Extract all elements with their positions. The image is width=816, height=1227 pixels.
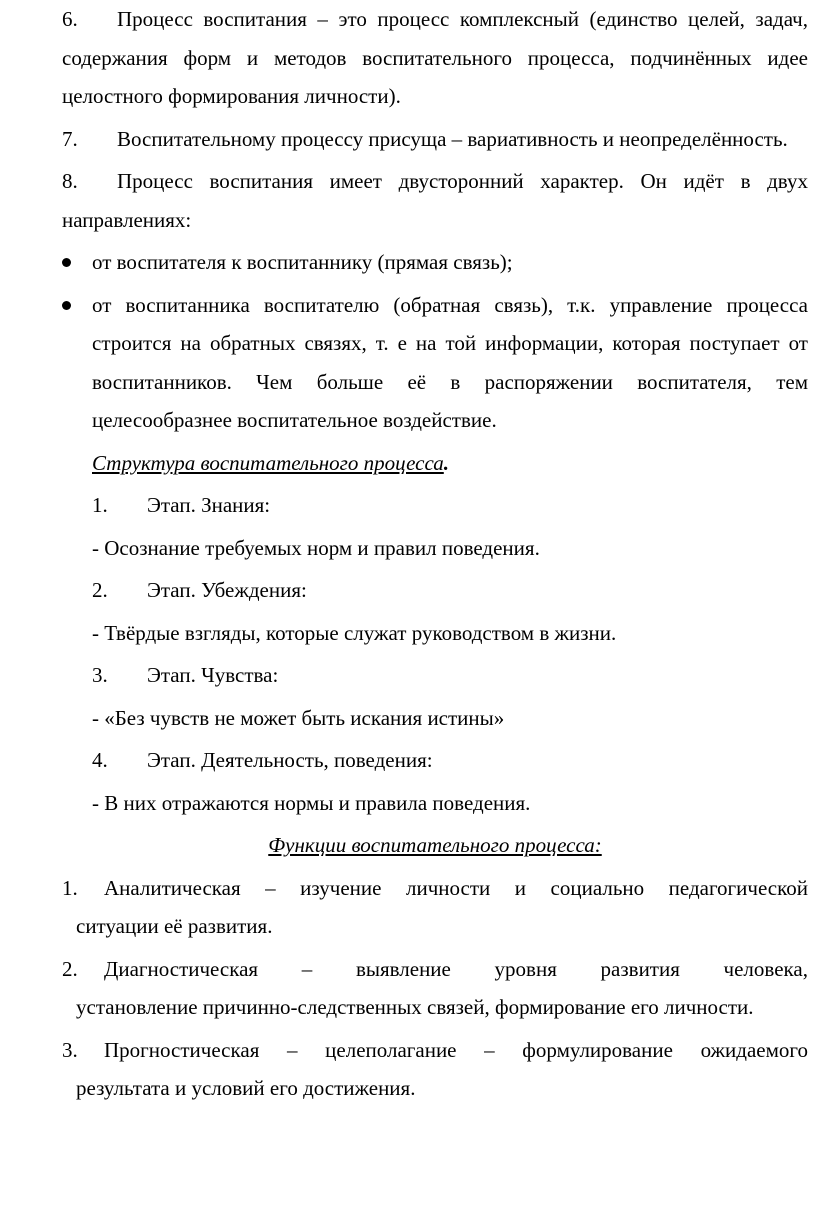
numbered-item-6: [62, 0, 808, 116]
item-number: 7.: [62, 126, 78, 151]
function-first-line: Прогностическая – целеполагание – формулирование ожидаемого: [104, 1037, 808, 1062]
item-number: 6.: [62, 7, 78, 31]
stage-3-desc: - «Без чувств не может быть искания истины»: [92, 705, 505, 730]
function-item-2: [48, 950, 808, 1027]
stage-title: Этап. Убеждения:: [147, 578, 307, 602]
function-rest: ситуации её развития.: [76, 914, 273, 938]
bullet-text: от воспитателя к воспитаннику (прямая связь);: [92, 250, 513, 274]
function-number: 3.: [62, 1037, 78, 1062]
structure-heading-text: Структура воспитательного процесса: [92, 450, 444, 475]
function-item-1: [48, 869, 808, 946]
bullet-item-feedback: [62, 286, 808, 440]
bullet-item-direct: [62, 243, 808, 282]
function-first-line: Аналитическая – изучение личности и социально педагогической: [104, 875, 808, 900]
stage-title: Этап. Знания:: [147, 493, 271, 517]
stage-4-desc: - В них отражаются нормы и правила поведения.: [92, 790, 531, 815]
bullet-text: от воспитанника воспитателю (обратная связь), т.к. управление процесса строится на обратных связях, т. е на той информации, которая поступает от воспитанников. Чем больше её в распоряжении воспитателя, тем целесообразнее воспитательное воздействие.: [92, 292, 808, 432]
item-text: Процесс воспитания – это процесс комплексный (единство целей, задач, содержания форм и методов воспитательного процесса, подчинённых идее целостного формирования личности).: [62, 7, 808, 108]
stage-number: 1.: [92, 493, 108, 517]
function-rest: установление причинно-следственных связей, формирование его личности.: [76, 995, 754, 1019]
stage-number: 2.: [92, 578, 108, 602]
stage-title: Этап. Деятельность, поведения:: [147, 748, 433, 772]
functions-heading: Функции воспитательного процесса:: [268, 833, 602, 857]
item-text: Воспитательному процессу присуща – вариативность и неопределённость.: [117, 126, 788, 151]
item-text: Процесс воспитания имеет двусторонний характер. Он идёт в двух направлениях:: [62, 169, 808, 232]
stage-title: Этап. Чувства:: [147, 663, 279, 687]
function-number: 1.: [62, 875, 78, 900]
stage-3-title: [62, 656, 808, 695]
stage-number: 3.: [92, 663, 108, 687]
structure-heading-dot: .: [443, 450, 450, 475]
bullet-icon: [62, 301, 71, 310]
item-number: 8.: [62, 169, 78, 193]
function-rest: результата и условий его достижения.: [76, 1076, 416, 1100]
numbered-item-8: [62, 162, 808, 239]
function-first-line: Диагностическая – выявление уровня развития человека,: [104, 956, 808, 981]
structure-heading: [62, 444, 808, 483]
bullet-icon: [62, 258, 71, 267]
function-number: 2.: [62, 956, 78, 981]
numbered-item-7: [62, 120, 808, 159]
stage-1-desc: - Осознание требуемых норм и правил поведения.: [92, 535, 540, 560]
stage-4-title: [62, 741, 808, 780]
stage-number: 4.: [92, 748, 108, 772]
function-item-3: [48, 1031, 808, 1108]
stage-1-title: [62, 486, 808, 525]
stage-2-title: [62, 571, 808, 610]
stage-2-desc: - Твёрдые взгляды, которые служат руководством в жизни.: [92, 620, 617, 645]
